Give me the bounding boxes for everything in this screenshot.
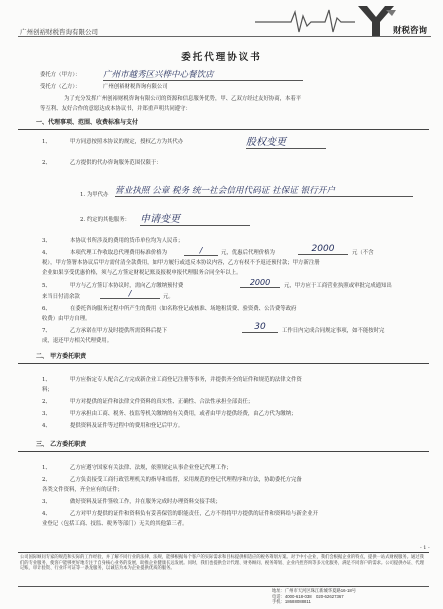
s2-item-4-text: 提供资料及证件等过程中的费用和登记后甲方。 [70, 423, 184, 429]
item-2-1-label: 1. 为甲代办 [80, 192, 109, 198]
item-4-price-handwritten: 2000 [298, 244, 348, 255]
section-3-heading: 三、 乙方委托职责 [36, 441, 87, 448]
item-5-line-2-pre: 来当日付清余款 [42, 294, 80, 300]
item-2-1-handwritten: 营业执照 公章 税务 统一社会信用代码证 社保证 银行开户 [115, 184, 413, 197]
item-6-line-2: 收费）由甲方自理。 [42, 316, 91, 322]
s3-item-2-text: 乙方负责接受工商行政管理机关的指导和监督，采用规范的登记代理程序和方法，协助委托方完备 [70, 477, 302, 483]
item-4-line-2: 税），甲方签署本协议后甲方需付清全款费用，如甲方履行或违反本协议内容，乙方有权不予返还预付款；甲方新注册 [42, 260, 320, 266]
document-title: 委托代理协议书 [181, 52, 262, 63]
party-a-value: 广州市越秀区兴桦中心餐饮店 [103, 68, 303, 81]
s2-item-4-number: 4、 [42, 423, 51, 429]
party-b-label: 受托方（乙方）： [40, 84, 81, 90]
item-5-pre: 甲方与乙方签订本协议时，需向乙方缴纳预付费 [70, 283, 184, 289]
intro-line-2: 等互利、友好合作的意愿达成本协议书，并郑重声明共同遵守： [40, 106, 191, 112]
item-5-line-2-post: 元。 [163, 294, 174, 300]
s3-item-4-number: 4、 [42, 511, 51, 517]
s3-item-4-text: 乙方对甲方提供的证件和资料负有妥善保管的职能责任，乙方不得将甲方提供的证件和资料给与新企业开 [70, 511, 318, 517]
item-1-number: 1、 [42, 139, 51, 145]
item-4-mid: 元，优惠后代理价格为 [221, 250, 275, 256]
header-company-name: 广州创裕财税咨询有限公司 [20, 29, 98, 36]
footer-divider [18, 586, 429, 587]
item-5-number: 5、 [42, 283, 51, 289]
item-7-post: 工作日内完成合同规定事项，如不能按时完 [282, 328, 385, 334]
s2-item-1-number: 1、 [42, 377, 51, 383]
s2-item-3-number: 3、 [42, 411, 51, 417]
item-5-prepay-handwritten: 2000 [240, 278, 280, 288]
item-5-post: 元，甲方应于工商营业执照或审批完成通知出 [284, 283, 392, 289]
item-2-2-label: 2. 约定的其他服务： [80, 217, 130, 223]
footer-address: 地址：广州市天河区珠江新城华夏路16-18号 [272, 588, 357, 593]
item-4-line-3: 企业如果享受优惠价格，须与乙方签定财税记账及报税申报代理服务合同全年以上。 [42, 270, 242, 276]
section-3-divider [18, 451, 429, 452]
item-4-post: 元（不含 [352, 250, 374, 256]
item-4-number: 4、 [42, 250, 51, 256]
s2-item-2-number: 2、 [42, 399, 51, 405]
party-a-label: 委托方（甲方）： [40, 72, 81, 78]
section-2-divider [18, 363, 429, 364]
s3-item-4-cont: 业登记（包括工商、技监、税务等部门）无关的其他第三者。 [42, 521, 188, 527]
item-7-line-2: 成，退还甲方相关代理费用。 [42, 338, 113, 344]
footer-mobile: 手机：18688088811 [272, 599, 311, 604]
item-2-number: 2、 [42, 160, 51, 166]
footer-phone: 电话：4000-618-038 020-62627367 [272, 593, 344, 599]
item-2-2-handwritten: 申请变更 [140, 210, 250, 226]
s2-item-3-text: 甲方承担由工商、税务、技监等机关缴纳的有关费用，或者由甲方提供经费，由乙方代为缴纳； [70, 411, 297, 417]
footer-contact [272, 588, 356, 605]
item-3-text: 本协议书所涉及的费用的货币单位均为人民币； [70, 238, 184, 244]
s3-item-3-number: 3、 [42, 499, 51, 505]
s2-item-1-text: 甲方应指定专人配合乙方完成新企业工商登记注册等事务，并提供齐全的证件和规范的法律文件资 [70, 377, 302, 383]
s2-item-2-text: 甲方对提供的证件和法律文件资料的真实性、正确性、合法性承担全部责任； [70, 399, 254, 405]
item-6-line-1: 在委托咨询服务过程中所产生的费用（如名称登记或核准、场地租赁费、验资费、公告费等政府 [70, 306, 297, 312]
section-1-divider [18, 129, 429, 130]
s3-item-2-cont: 各类文件资料，齐全应有的证件； [42, 487, 123, 493]
logo-text: 财税咨询 [393, 25, 428, 35]
s3-item-2-number: 2、 [42, 477, 51, 483]
item-7-days-handwritten: 30 [242, 322, 278, 333]
item-4-blank: / [184, 246, 218, 256]
header-divider [18, 36, 431, 37]
item-1-handwritten: 股权变更 [246, 133, 326, 149]
item-3-number: 3、 [42, 238, 51, 244]
item-6-number: 6、 [42, 306, 51, 312]
section-1-heading: 一、代理事项、范围、收费标准与支付 [36, 119, 139, 126]
item-1-text: 甲方同意按照本协议的规定，授权乙方为其代办 [70, 139, 184, 145]
item-4-pre: 本项代理工作收取总代理费用标准价格为 [70, 250, 168, 256]
item-7-pre: 乙方承诺在甲方及时提供所需资料后提下 [70, 328, 168, 334]
item-2-text: 乙方提供的代办咨询服务范围仅限于： [70, 160, 162, 166]
footer-top-divider [18, 552, 429, 553]
item-5-balance-blank: / [100, 289, 160, 299]
s2-item-1-cont: 料； [42, 387, 53, 393]
s3-item-1-number: 1、 [42, 465, 51, 471]
page-number: - 1 - [420, 545, 430, 551]
heartbeat-line-graphic [255, 8, 355, 34]
item-7-number: 7、 [42, 328, 51, 334]
s3-item-3-text: 做好资料及证件签收工作，并在服务完成时办理资料交接手续； [70, 499, 221, 505]
footer-company-intro: 公司国际顾问专家的规范和实际的工作经验，并了解不同行业的法律、法规，能够根据每个客户的实际需求和目标提供相适应的税务筹划方案。对于中小企业，我们会根据企业的特点，提供一站式财税服务。通过我们的专业服务，使客户能够更好地专注于自身核心业务的发展，助推企业健康长远发展。同时，我们也提供会计代理、财务顾问、税务筹划、企业内控咨询等多元化服务，满足不同客户的需求。公司提供办证、代理记账、审计验资、行业许可证等一条龙服务，以诚信为本为企业提供优质的服务。 [20, 555, 424, 572]
intro-line-1: 为了充分发挥广州创裕财税咨询有限公司的资源和信息服务优势，甲、乙双方经过友好协商，本着平 [64, 96, 302, 102]
s3-item-1-text: 乙方应遵守国家有关法律、法规，依照规定从事企业登记代理工作； [70, 465, 232, 471]
party-b-value: 广州创裕财税咨询有限公司 [103, 84, 168, 90]
section-2-heading: 二、 甲方委托职责 [36, 353, 87, 360]
